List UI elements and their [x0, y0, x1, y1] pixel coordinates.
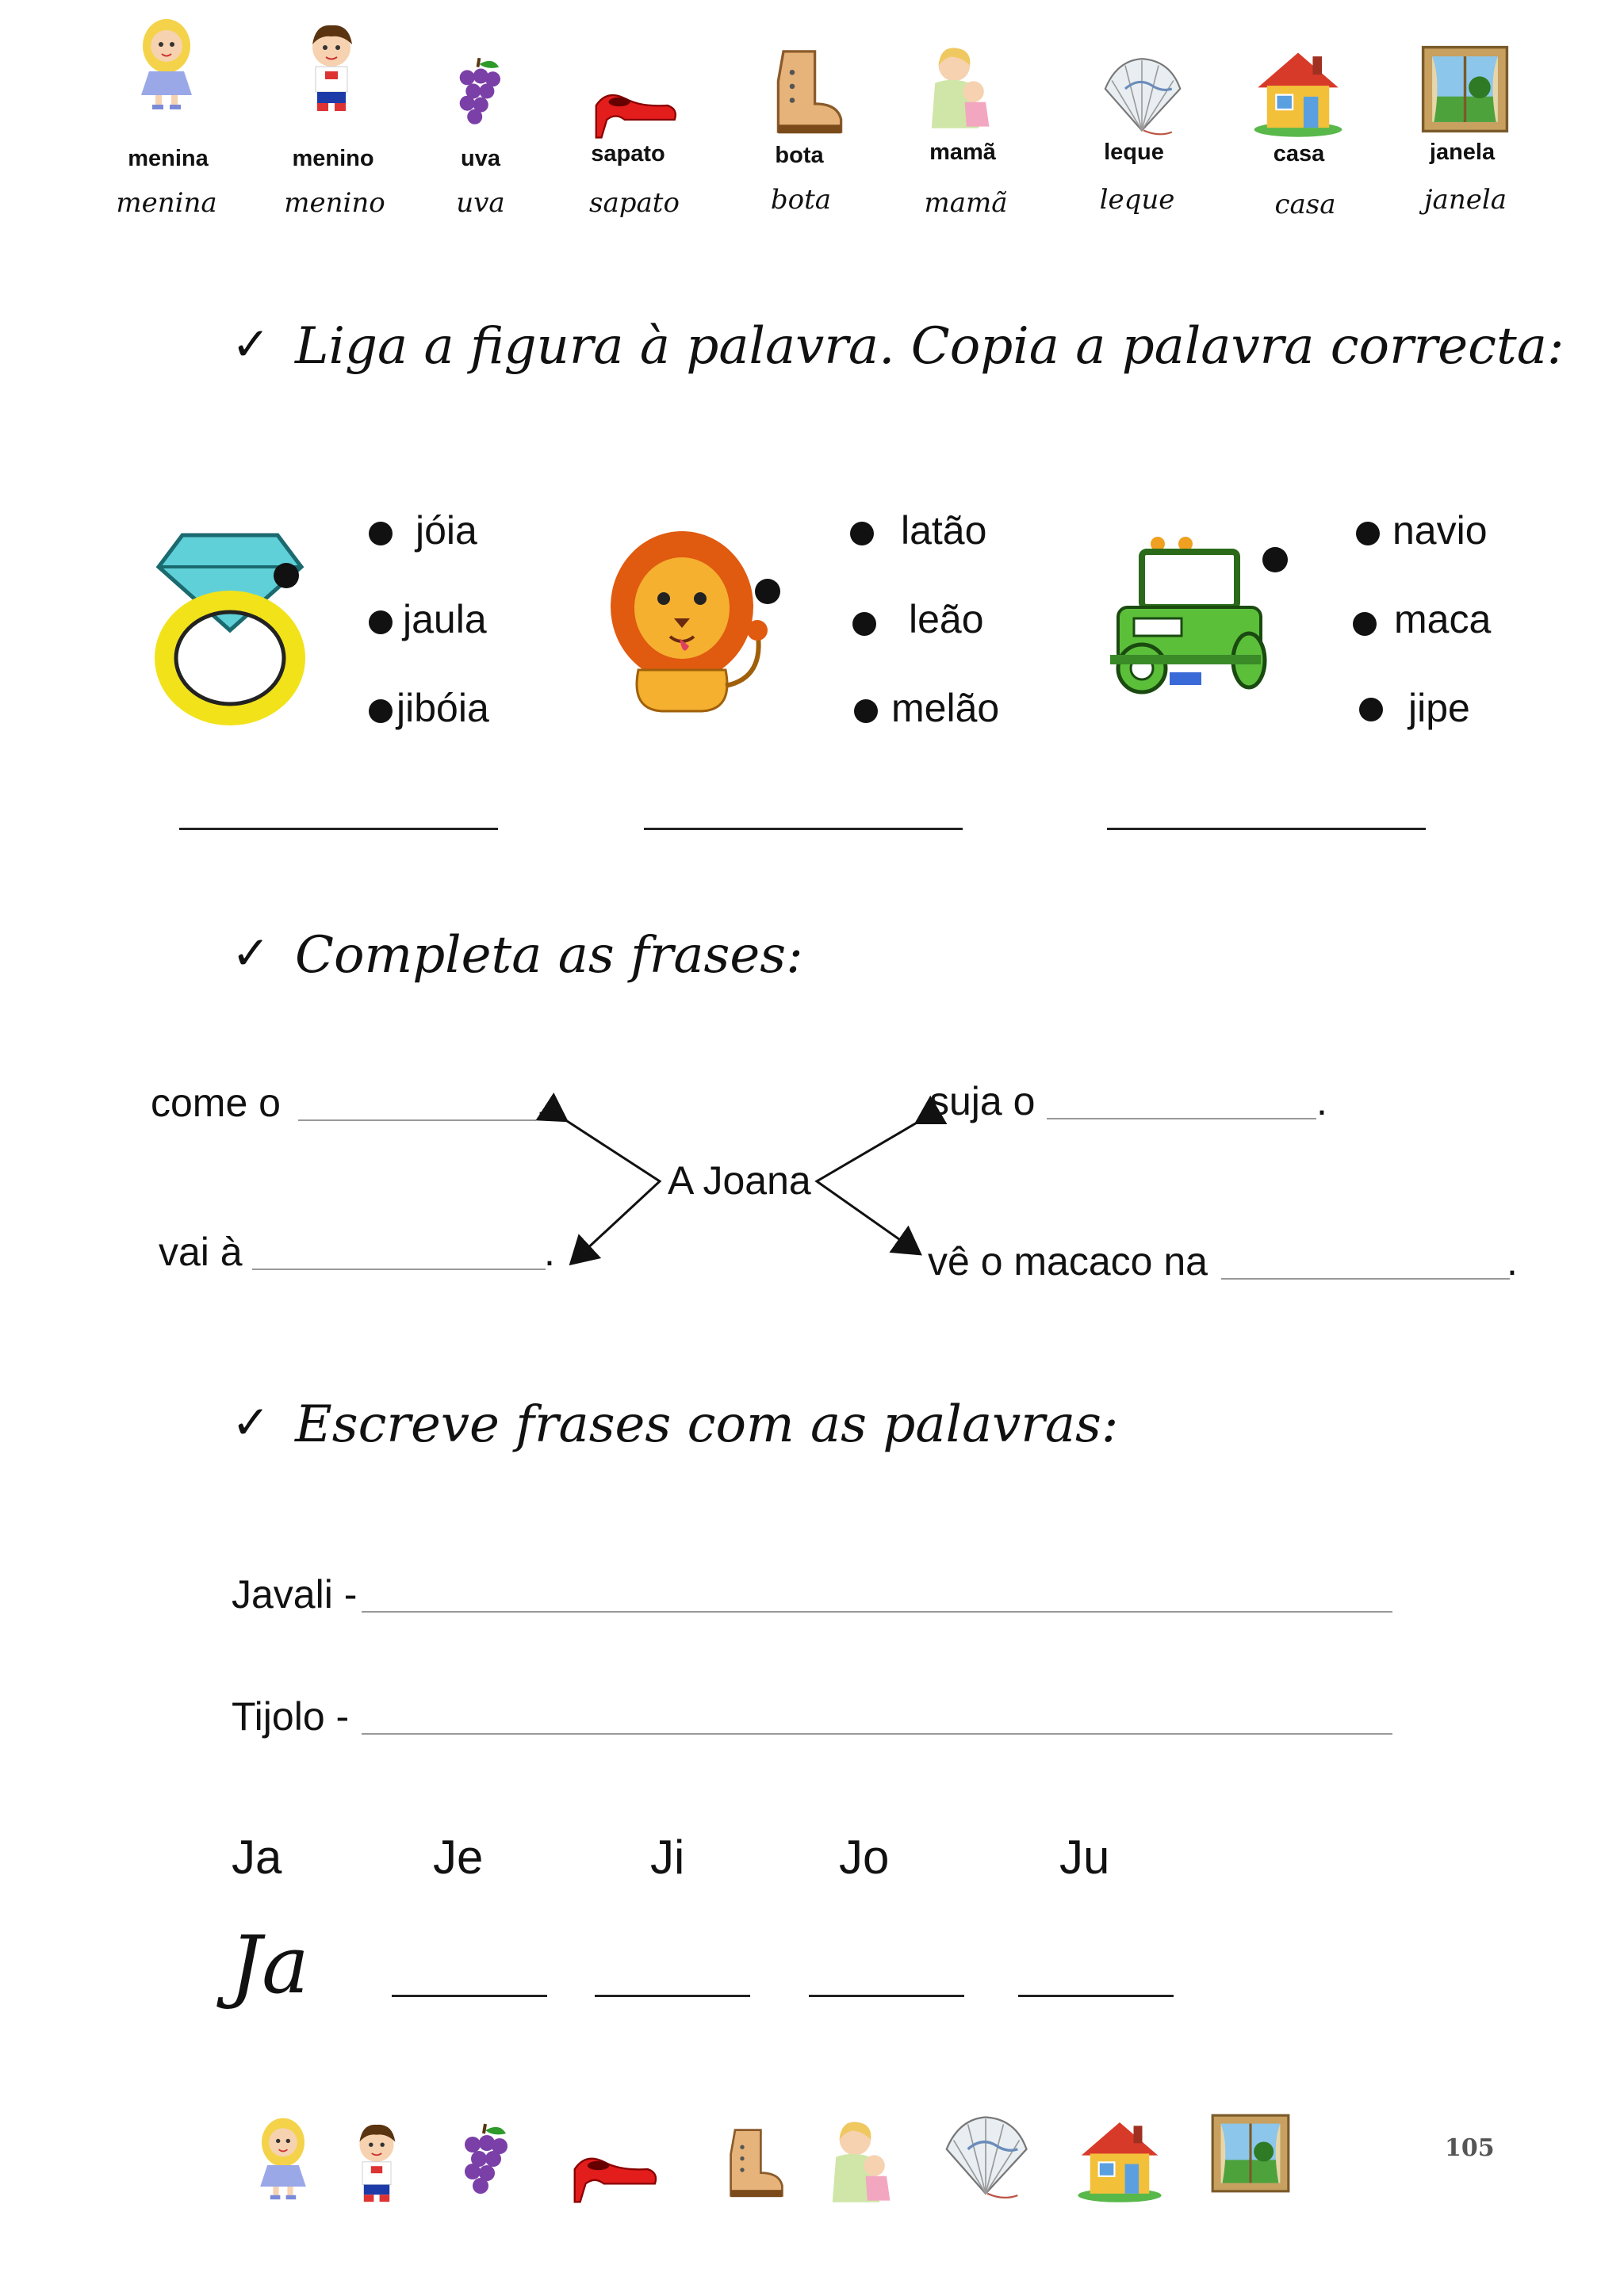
fan-icon	[934, 2114, 1037, 2202]
check-icon: ✓	[232, 317, 270, 371]
prompt-word: Javali -	[232, 1572, 358, 1617]
cursive-syllable: Ja	[230, 1919, 309, 2011]
syllable: Ja	[232, 1831, 282, 1884]
prompt-word: Tijolo -	[232, 1694, 350, 1739]
exercise-2-title: Completa as frases:	[295, 926, 803, 985]
exercise-1-title: Liga a figura à palavra. Copia a palavra correcta:	[295, 317, 1565, 376]
check-icon: ✓	[232, 926, 270, 980]
writing-line[interactable]	[1018, 1995, 1174, 1997]
page-number: 105	[1445, 2134, 1495, 2162]
window-icon	[1207, 2112, 1294, 2195]
vocab-printed: bota	[775, 143, 824, 168]
boot-icon	[714, 2125, 785, 2201]
sentence-text: come o	[151, 1081, 281, 1125]
vocab-printed: casa	[1273, 141, 1325, 166]
sentence-text: vai à	[159, 1230, 243, 1274]
vocab-cursive: casa	[1274, 189, 1336, 220]
vocab-cursive: janela	[1424, 184, 1507, 216]
syllable: Ji	[650, 1831, 685, 1884]
syllable: Jo	[839, 1831, 890, 1884]
vocab-printed: sapato	[591, 141, 665, 166]
vocab-cursive: bota	[770, 184, 832, 216]
sentence-text: suja o	[929, 1079, 1036, 1123]
check-icon: ✓	[232, 1395, 270, 1449]
option-word: latão	[901, 508, 987, 553]
vocab-printed: leque	[1104, 140, 1164, 165]
vocab-printed: menino	[292, 146, 374, 171]
girl-icon	[247, 2110, 319, 2206]
sentence-period: .	[536, 1081, 547, 1125]
vocab-printed: janela	[1429, 140, 1496, 165]
vocab-printed: menina	[128, 146, 209, 171]
vocab-cursive: uva	[456, 187, 505, 219]
option-word: navio	[1392, 508, 1488, 553]
sentence-period: .	[544, 1230, 555, 1274]
option-word: jipe	[1408, 686, 1470, 730]
sentence-line[interactable]	[362, 1733, 1392, 1735]
syllable: Ju	[1059, 1831, 1110, 1884]
mother-icon	[817, 2109, 904, 2212]
option-word: jaula	[403, 597, 487, 641]
vocab-cursive: menina	[116, 187, 217, 219]
sentence-line[interactable]	[362, 1611, 1392, 1613]
sentence-period: .	[1507, 1239, 1518, 1284]
writing-line[interactable]	[595, 1995, 750, 1997]
option-word: leão	[909, 597, 984, 641]
vocab-cursive: menino	[284, 187, 385, 219]
vocab-printed: mamã	[929, 140, 996, 165]
syllable: Je	[433, 1831, 484, 1884]
writing-line[interactable]	[809, 1995, 964, 1997]
center-subject: A Joana	[668, 1158, 811, 1203]
option-word: jóia	[416, 508, 477, 553]
option-word: maca	[1394, 597, 1492, 641]
vocab-printed: uva	[461, 146, 500, 171]
boy-icon	[341, 2114, 412, 2207]
shoe-icon	[565, 2133, 661, 2206]
vocab-cursive: sapato	[589, 187, 680, 219]
option-word: melão	[891, 686, 1000, 730]
writing-line[interactable]	[392, 1995, 547, 1997]
vocab-cursive: mamã	[924, 187, 1008, 219]
house-icon	[1072, 2114, 1167, 2204]
sentence-period: .	[1316, 1079, 1327, 1123]
exercise-3-title: Escreve frases com as palavras:	[295, 1395, 1119, 1454]
vocab-cursive: leque	[1099, 184, 1175, 216]
option-word: jibóia	[396, 686, 489, 730]
sentence-text: vê o macaco na	[928, 1239, 1208, 1284]
grapes-icon	[444, 2115, 523, 2202]
